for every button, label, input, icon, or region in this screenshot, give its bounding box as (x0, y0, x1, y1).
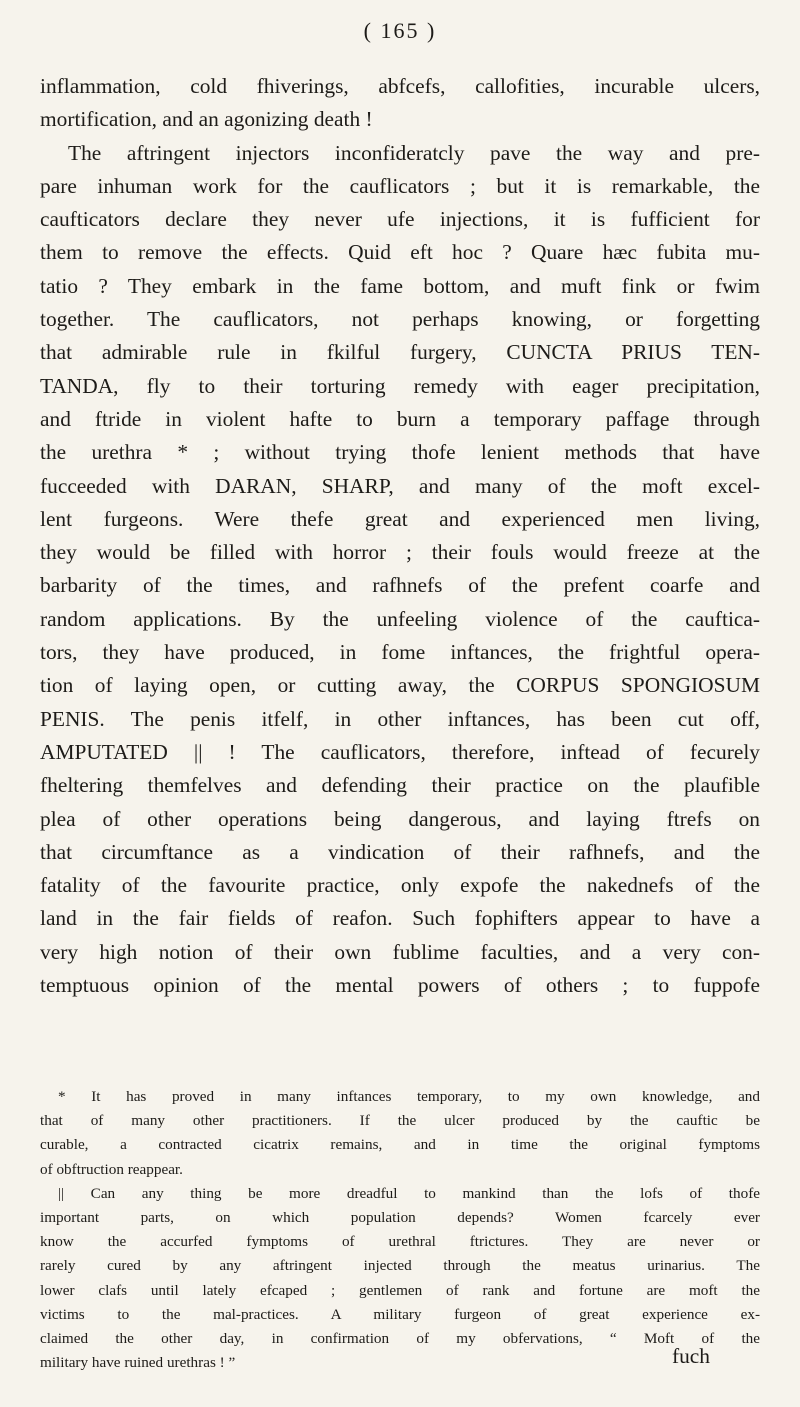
page-number: ( 165 ) (363, 18, 437, 43)
body-line: lent furgeons. Were thefe great and experienced men living, (40, 506, 760, 531)
body-line: that circumftance as a vindication of their rafhnefs, and the (40, 839, 760, 864)
catchword: fuch (671, 1344, 710, 1368)
footnote-line: claimed the other day, in confirmation of my obfervations, “ Moft of the (40, 1329, 760, 1347)
body-line: the urethra * ; without trying thofe lenient methods that have (40, 440, 760, 465)
body-line: very high notion of their own fublime faculties, and a very con- (40, 939, 760, 964)
body-line: pare inhuman work for the cauflicators ; but it is remarkable, the (40, 173, 760, 198)
body-line: land in the fair fields of reafon. Such fophifters appear to have a (40, 906, 760, 931)
footnote-line: || Can any thing be more dreadful to mankind than the lofs of thofe (58, 1184, 760, 1202)
body-line: TANDA, fly to their torturing remedy with eager precipitation, (40, 373, 760, 398)
body-line: they would be filled with horror ; their fouls would freeze at the (40, 540, 760, 565)
footnote-line: know the accurfed fymptoms of urethral ftrictures. They are never or (40, 1233, 760, 1251)
body-line: fatality of the favourite practice, only expofe the nakednefs of the (40, 873, 760, 898)
footnote-line: curable, a contracted cicatrix remains, and in time the original fymptoms (40, 1136, 760, 1154)
footnote-line: * It has proved in many inftances temporary, to my own knowledge, and (58, 1088, 760, 1105)
footnote-line: of obftruction reappear. (40, 1160, 183, 1178)
body-line: barbarity of the times, and rafhnefs of the prefent coarfe and (40, 573, 760, 598)
footnote-line: rarely cured by any aftringent injected through the meatus urinarius. The (40, 1257, 760, 1275)
body-line: AMPUTATED || ! The cauflicators, therefore, inftead of fecurely (40, 739, 760, 764)
book-page (40, 0, 760, 1407)
footnote-line: that of many other practitioners. If the ulcer produced by the cauftic be (40, 1112, 760, 1130)
body-line: tors, they have produced, in fome inftances, the frightful opera- (40, 640, 760, 665)
body-line: together. The cauflicators, not perhaps knowing, or forgetting (40, 307, 760, 332)
body-line: random applications. By the unfeeling violence of the cauftica- (40, 606, 760, 631)
body-line: tion of laying open, or cutting away, the CORPUS SPONGIOSUM (40, 673, 760, 698)
footnote-line: military have ruined urethras ! ” (40, 1354, 236, 1372)
body-line: fheltering themfelves and defending their practice on the plaufible (40, 773, 760, 798)
body-line: and ftride in violent hafte to burn a temporary paffage through (40, 406, 760, 431)
body-line: PENIS. The penis itfelf, in other inftances, has been cut off, (40, 706, 760, 731)
body-line: mortification, and an agonizing death ! (40, 107, 373, 132)
footnote-line: victims to the mal-practices. A military furgeon of great experience ex- (40, 1305, 760, 1323)
footnote-line: important parts, on which population depends? Women fcarcely ever (40, 1208, 760, 1226)
body-line: The aftringent injectors inconfideratcly pave the way and pre- (68, 140, 760, 165)
footnotes (40, 1085, 760, 1375)
body-line: inflammation, cold fhiverings, abfcefs, callofities, incurable ulcers, (40, 74, 760, 98)
body-line: tatio ? They embark in the fame bottom, and muft fink or fwim (40, 273, 760, 298)
body-line: that admirable rule in fkilful furgery, CUNCTA PRIUS TEN- (40, 340, 760, 365)
body-line: caufticators declare they never ufe injections, it is fufficient for (40, 207, 760, 232)
footnote-line: lower clafs until lately efcaped ; gentlemen of rank and fortune are moft the (40, 1281, 760, 1299)
body-line: plea of other operations being dangerous, and laying ftrefs on (40, 806, 760, 831)
body-line: fucceeded with DARAN, SHARP, and many of the moft excel- (40, 473, 760, 498)
body-line: temptuous opinion of the mental powers of others ; to fuppofe (40, 973, 760, 998)
body-text (40, 70, 760, 1002)
body-line: them to remove the effects. Quid eft hoc ? Quare hæc fubita mu- (40, 240, 760, 265)
